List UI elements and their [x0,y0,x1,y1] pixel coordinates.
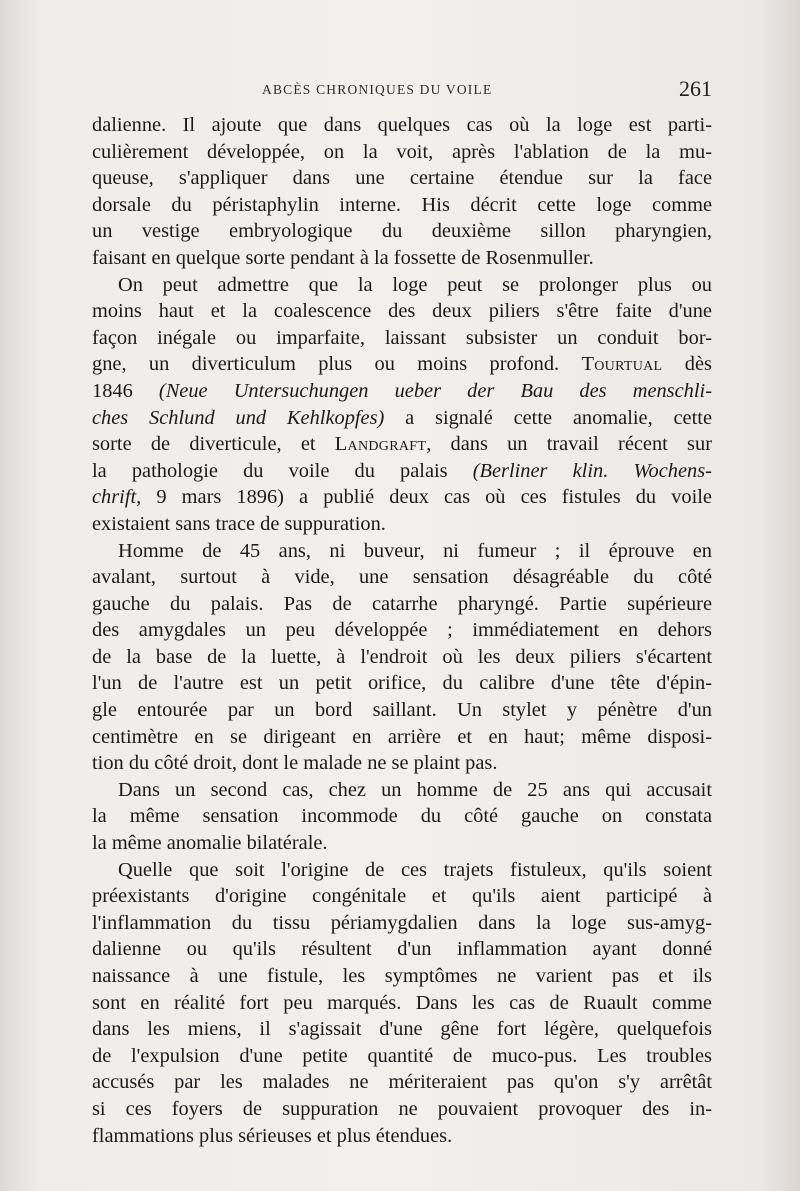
text-line: si ces foyers de suppuration ne pouvaient provoquer des in- [92,1097,712,1120]
text-line: flammations plus sérieuses et plus étendues. [92,1124,453,1147]
text-line: existaient sans trace de suppuration. [92,512,386,535]
text-line: un vestige embryologique du deuxième sillon pharyngien, [92,220,712,243]
journal-title-continued: chrift, [92,486,142,509]
text-line: préexistants d'origine congénitale et qu'ils aient participé à [92,885,712,908]
text-run: a signalé cette anomalie, cette [405,406,712,429]
text-line: de la base de la luette, à l'endroit où les deux piliers s'écartent [92,645,712,668]
text-line: la même anomalie bilatérale. [92,832,328,855]
text-run: dès [684,353,712,376]
text-line: avalant, surtout à vide, une sensation désagréable du côté [92,566,712,589]
text-run: , dans un travail récent sur [426,433,712,456]
text-line: sont en réalité fort peu marqués. Dans les cas de Ruault comme [92,991,712,1014]
author-name-tourtual: Tourtual [581,353,663,376]
text-line: gauche du palais. Pas de catarrhe pharyngé. Partie supérieure [92,592,712,615]
text-line: Quelle que soit l'origine de ces trajets fistuleux, qu'ils soient [118,858,712,881]
text-run: gne, un diverticulum plus ou moins profond. [92,353,560,376]
text-line: des amygdales un peu développée ; immédiatement en dehors [92,619,712,642]
text-line: dalienne ou qu'ils résultent d'un inflammation ayant donné [92,938,712,961]
text-line: accusés par les malades ne mériteraient pas qu'on s'y arrêtât [92,1071,712,1094]
text-line: faisant en quelque sorte pendant à la fossette de Rosenmuller. [92,246,594,269]
paragraph-3 [92,538,712,777]
text-run: 9 mars 1896) a publié deux cas où ces fistules du voile [156,486,712,509]
text-line: dans les miens, il s'agissait d'une gêne fort légère, quelquefois [92,1018,712,1041]
page-number: 261 [679,76,712,101]
text-line: l'un de l'autre est un petit orifice, du calibre d'une tête d'épin- [92,672,712,695]
text-line: centimètre en se dirigeant en arrière et en haut; même disposi- [92,725,712,748]
running-title: ABCÈS CHRONIQUES DU VOILE [262,82,493,97]
journal-title: (Berliner klin. Wochens- [472,459,712,482]
text-line [92,351,712,378]
text-run: la pathologie du voile du palais [92,459,448,482]
book-title-continued: ches Schlund und Kehlkopfes) [92,406,385,429]
text-line: culièrement développée, on la voit, après l'ablation de la mu- [92,140,712,163]
page-header [88,74,712,106]
text-line: Dans un second cas, chez un homme de 25 ans qui accusait [118,778,712,801]
text-line [92,431,712,458]
text-line: Homme de 45 ans, ni buveur, ni fumeur ; il éprouve en [118,539,712,562]
text-line: l'inflammation du tissu périamygdalien dans la loge sus-amyg- [92,911,712,934]
paragraph-1 [92,112,712,272]
author-name-landgraft: Landgraft [334,433,427,456]
paragraph-4 [92,777,712,857]
text-line: queuse, s'appliquer dans une certaine étendue sur la face [92,167,712,190]
text-line: dalienne. Il ajoute que dans quelques cas où la loge est parti- [92,114,712,136]
text-line [92,405,712,432]
text-run: 1846 [92,379,133,402]
text-line: tion du côté droit, dont le malade ne se plaint pas. [92,752,498,775]
body-text [92,112,712,1149]
text-line: naissance à une fistule, les symptômes ne varient pas et ils [92,965,712,987]
text-line: façon inégale ou imparfaite, laissant subsister un conduit bor- [92,326,712,349]
text-line: de l'expulsion d'une petite quantité de muco-pus. Les troubles [92,1044,712,1067]
text-run: sorte de diverticule, et [92,433,316,456]
text-line: dorsale du péristaphylin interne. His décrit cette loge comme [92,193,712,216]
text-line [92,484,712,511]
paragraph-5 [92,857,712,1150]
text-line: gle entourée par un bord saillant. Un stylet y pénètre d'un [92,699,712,722]
text-line: la même sensation incommode du côté gauche on constata [92,805,712,828]
text-line [92,458,712,485]
book-title: (Neue Untersuchungen ueber der Bau des menschli- [158,379,712,402]
text-line [92,378,712,405]
paragraph-2 [92,272,712,538]
text-line: On peut admettre que la loge peut se prolonger plus ou [118,273,712,296]
text-line: moins haut et la coalescence des deux piliers s'être faite d'une [92,300,712,323]
